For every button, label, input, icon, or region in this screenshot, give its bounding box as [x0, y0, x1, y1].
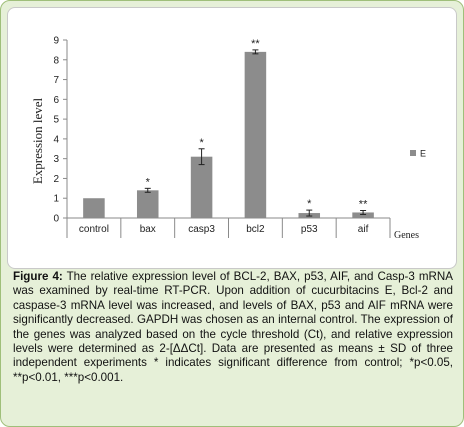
x-tick-label-aif: aif — [357, 224, 369, 235]
caption-label: Figure 4: — [13, 270, 63, 283]
y-tick-label: 9 — [53, 35, 59, 47]
bar-chart — [8, 8, 456, 268]
significance-label: * — [199, 136, 204, 149]
y-tick-label: 3 — [53, 154, 59, 166]
bar-control — [83, 198, 105, 218]
bar-bax — [137, 190, 159, 218]
x-tick-label-bax: bax — [139, 224, 156, 235]
y-axis — [53, 36, 67, 225]
y-tick-label: 8 — [53, 55, 59, 67]
y-tick-label: 2 — [53, 173, 59, 185]
legend-swatch — [410, 150, 416, 156]
y-tick-label: 1 — [53, 193, 59, 205]
y-tick-label: 4 — [53, 134, 59, 146]
x-tick-label-casp3: casp3 — [188, 224, 215, 235]
y-axis-label: Expression level — [30, 97, 45, 185]
figure-caption — [13, 270, 453, 385]
y-tick-label: 7 — [53, 75, 59, 87]
bar-casp3 — [191, 157, 213, 218]
y-tick-label: 6 — [53, 94, 59, 106]
significance-label: ** — [251, 37, 260, 50]
significance-label: ** — [358, 198, 368, 211]
y-tick-label: 5 — [53, 114, 59, 126]
legend — [410, 149, 426, 159]
bars — [83, 38, 374, 218]
x-tick-label-p53: p53 — [300, 224, 318, 235]
x-axis-label: Genes — [394, 230, 419, 241]
chart-panel — [7, 7, 457, 269]
caption-text: The relative expression level of BCL-2, BAX, p53, AIF, and Casp-3 mRNA was examined by real-time RT-PCR. Upon addition of cucurbitacins E, Bcl-2 and caspase-3 mRNA level was increased, and levels of BAX, p53 and AIF mRNA were significantly decreased. GAPDH was chosen as an internal control. The expression of the genes was analyzed based on the cycle threshold (Ct), and relative expression levels were determined as 2-[ΔΔCt]. Data are presented as means ± SD of three independent experiments * indicates significant difference from control; *p<0.05, **p<0.01, ***p<0.001. — [13, 270, 453, 384]
significance-label: * — [307, 198, 312, 211]
legend-label: E — [420, 148, 427, 159]
x-tick-label-control: control — [78, 224, 109, 235]
bar-bcl2 — [245, 52, 267, 218]
y-tick-label: 0 — [53, 213, 59, 225]
x-axis — [67, 218, 390, 238]
x-tick-label-bcl2: bcl2 — [246, 224, 265, 235]
significance-label: * — [145, 176, 150, 189]
